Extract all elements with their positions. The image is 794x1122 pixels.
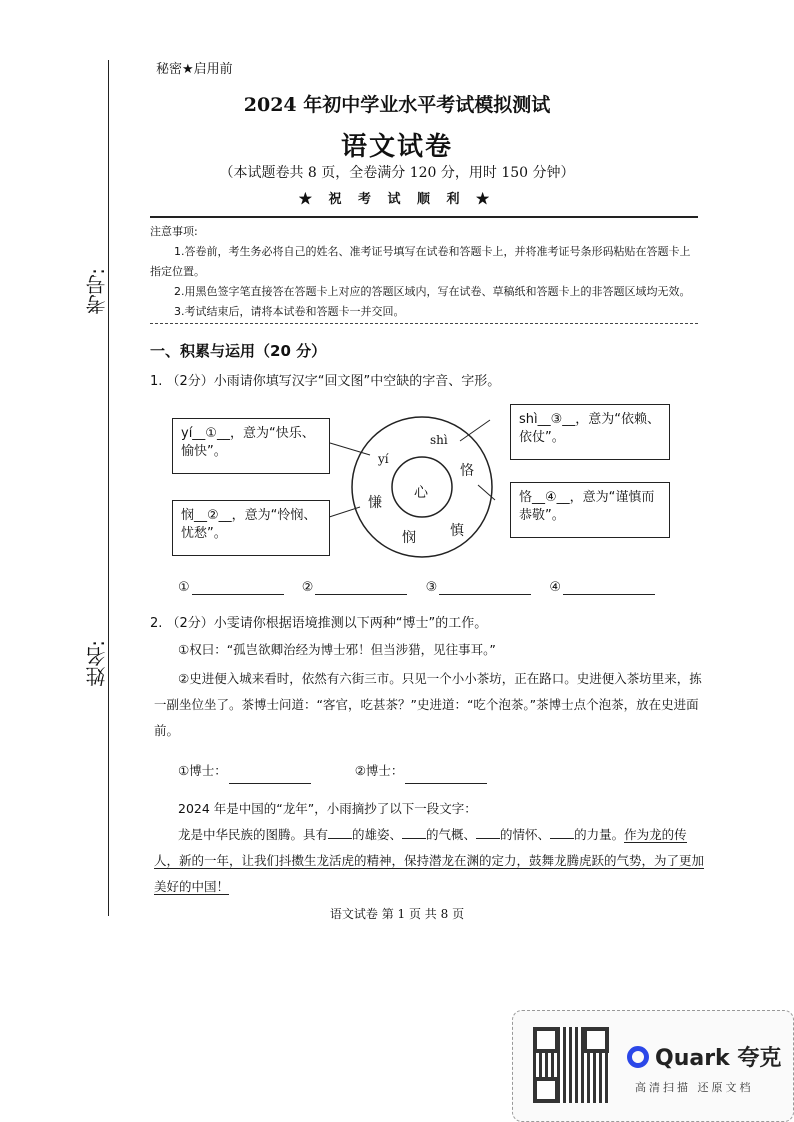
question-2-stem: 2. （2分）小雯请你根据语境推测以下两种“博士”的工作。 bbox=[150, 616, 488, 631]
notice-item-2: 2.用黑色签字笔直接答在答题卡上对应的答题区域内，写在试卷、草稿纸和答题卡上的非答题区域均无效。 bbox=[174, 285, 691, 298]
answer-line-4[interactable] bbox=[563, 580, 655, 595]
circle-min: 悯 bbox=[402, 530, 416, 546]
dragon-blank-1[interactable] bbox=[328, 826, 352, 839]
page-footer: 语文试卷 第 1 页 共 8 页 bbox=[329, 907, 465, 921]
section-title: 一、积累与运用（20 分） bbox=[150, 342, 327, 360]
dragon-text-b: 的雄姿、 bbox=[352, 827, 403, 842]
good-luck: ★ 祝 考 试 顺 利 ★ bbox=[298, 192, 496, 207]
name-label: 姓名: bbox=[85, 640, 109, 687]
divider-top bbox=[150, 216, 698, 218]
notice-item-1: 1.答卷前，考生务必将自己的姓名、准考证号填写在试卷和答题卡上，并将准考证号条形码粘贴在答题卡上指定位置。 bbox=[150, 245, 691, 278]
circle-yi: yí bbox=[378, 452, 389, 466]
quark-watermark bbox=[512, 1010, 794, 1122]
qr-code bbox=[533, 1027, 609, 1103]
q2-passage-1: ①权曰：“孤岂欲卿治经为博士邪！但当涉猎，见往事耳。” bbox=[178, 642, 496, 657]
dragon-text-d: 的情怀、 bbox=[500, 827, 551, 842]
notice-heading: 注意事项: bbox=[150, 225, 198, 238]
exam-number-label: 考号: bbox=[85, 268, 109, 315]
dragon-intro: 2024 年是中国的“龙年”，小雨摘抄了以下一段文字： bbox=[178, 801, 477, 816]
box-2: 悯__②__，意为“怜悯、忧愁”。 bbox=[172, 500, 330, 556]
q2-answer-line-2[interactable] bbox=[405, 769, 487, 784]
answer-line-3[interactable] bbox=[439, 580, 531, 595]
quark-logo bbox=[627, 1041, 781, 1072]
dragon-text-c: 的气概、 bbox=[426, 827, 477, 842]
exam-info: （本试题卷共 8 页，全卷满分 120 分，用时 150 分钟） bbox=[219, 165, 575, 181]
q2-answer-label-1: ①博士： bbox=[178, 763, 227, 778]
q2-passage-2: ②史进便入城来看时，依然有六街三市。只见一个小小茶坊，正在路口。史进便入茶坊里来，拣一副坐位坐了。茶博士问道：“客官，吃甚茶？”史进道：“吃个泡茶。”茶博士点个泡茶，放在史进面前。 bbox=[154, 671, 702, 738]
exam-title: 2024 年初中学业水平考试模拟测试 bbox=[243, 94, 551, 116]
dragon-text-e: 的力量。 bbox=[574, 827, 625, 842]
box-4: 恪__④__，意为“谨慎而恭敬”。 bbox=[510, 482, 670, 538]
quark-logo-icon bbox=[627, 1046, 649, 1068]
circle-center: 心 bbox=[414, 485, 428, 501]
q2-answers bbox=[178, 758, 708, 784]
dragon-underlined: 作为龙的传人，新的一年，让我们抖擞生龙活虎的精神，保持潜龙在渊的定力，鼓舞龙腾虎跃的气势，为了更加美好的中国！ bbox=[154, 827, 705, 894]
circle-shi: shì bbox=[430, 433, 448, 447]
answer-line-1[interactable] bbox=[192, 580, 284, 595]
quark-brand: Quark 夸克 bbox=[655, 1046, 782, 1071]
dragon-passage bbox=[154, 822, 706, 900]
q2-answer-label-2: ②博士： bbox=[354, 763, 404, 778]
dragon-blank-2[interactable] bbox=[402, 826, 426, 839]
dragon-blank-4[interactable] bbox=[550, 826, 574, 839]
q2-answer-line-1[interactable] bbox=[229, 769, 311, 784]
dragon-blank-3[interactable] bbox=[476, 826, 500, 839]
answer-label-3: ③ bbox=[425, 580, 438, 595]
secret-mark: 秘密★启用前 bbox=[156, 62, 233, 77]
subject-title: 语文试卷 bbox=[340, 132, 453, 162]
circle-ke: 恪 bbox=[460, 463, 474, 479]
dragon-text-a: 龙是中华民族的图腾。具有 bbox=[178, 827, 329, 842]
question-1-stem: 1. （2分）小雨请你填写汉字“回文图”中空缺的字音、字形。 bbox=[150, 374, 501, 389]
divider-notice bbox=[150, 323, 698, 324]
circle-shen: 慎 bbox=[450, 523, 464, 539]
answer-line-2[interactable] bbox=[315, 580, 407, 595]
answer-label-4: ④ bbox=[549, 580, 562, 595]
q1-answer-lines bbox=[178, 580, 669, 595]
answer-label-2: ② bbox=[301, 580, 314, 595]
quark-slogan: 高清扫描 还原文档 bbox=[635, 1081, 754, 1094]
box-1: yí__①__，意为“快乐、愉快”。 bbox=[172, 418, 330, 474]
circle-jian: 慊 bbox=[368, 495, 382, 511]
answer-label-1: ① bbox=[178, 580, 190, 595]
notice-item-3: 3.考试结束后，请将本试卷和答题卡一并交回。 bbox=[174, 305, 405, 318]
box-3: shì__③__，意为“依赖、依仗”。 bbox=[510, 404, 670, 460]
